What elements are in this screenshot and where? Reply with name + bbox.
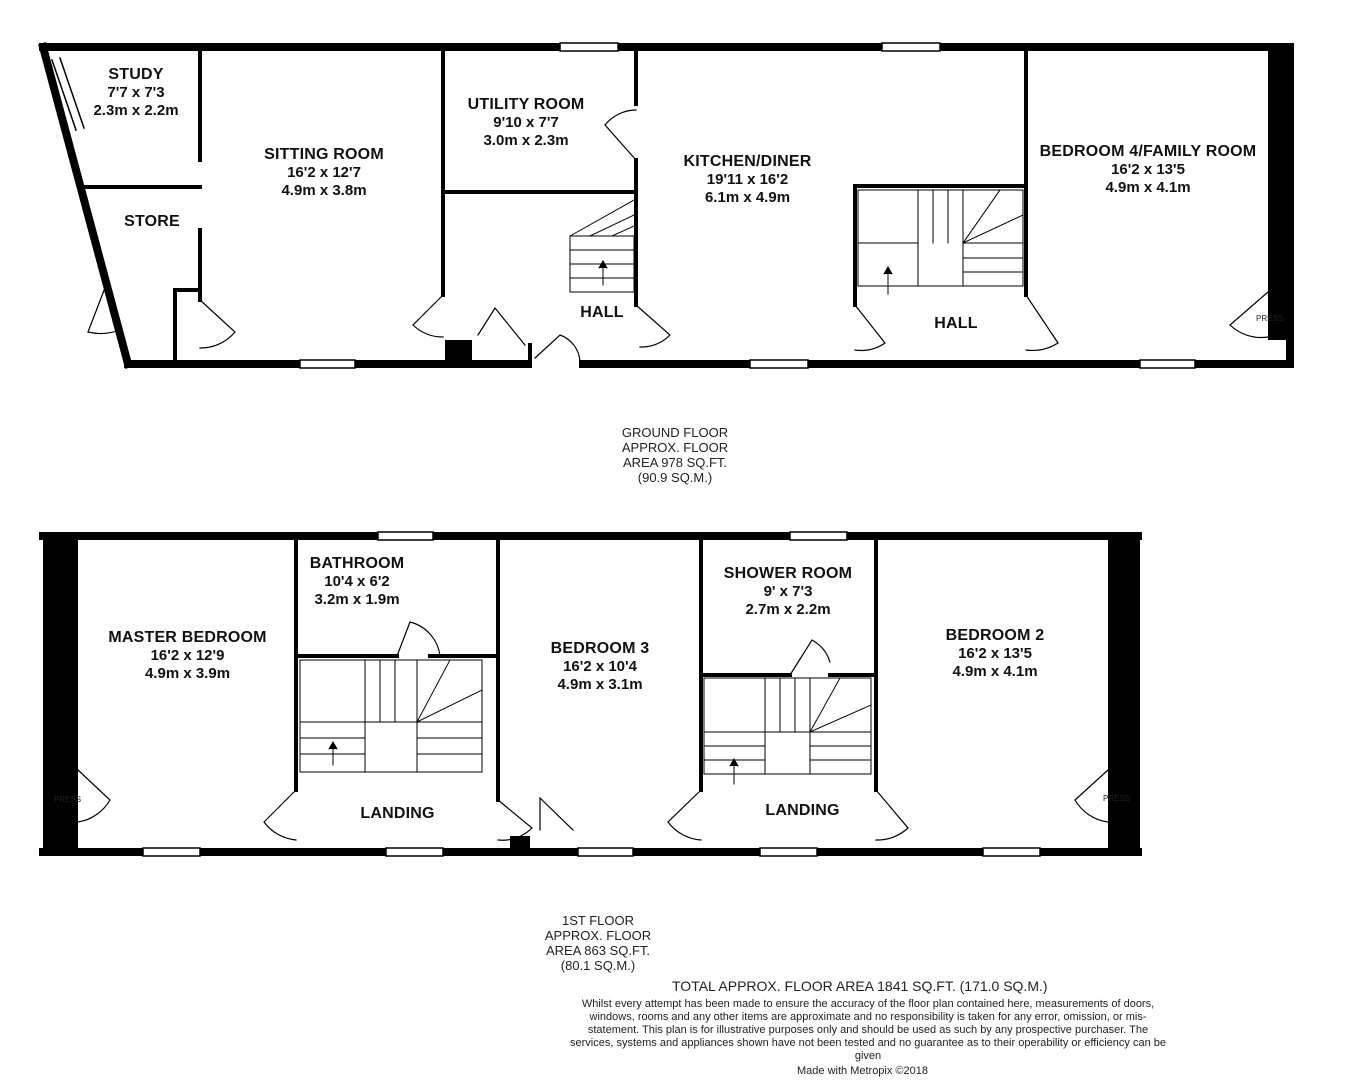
- floor-area-sqm: (90.9 SQ.M.): [637, 470, 713, 485]
- room-dims-metric: 3.2m x 1.9m: [314, 591, 400, 608]
- ground-floor-info: [595, 425, 755, 485]
- room-name: SHOWER ROOM: [723, 565, 853, 582]
- room-name: SITTING ROOM: [264, 146, 384, 163]
- room-dims-metric: 6.1m x 4.9m: [704, 189, 791, 206]
- disclaimer-text: Whilst every attempt has been made to ensure the accuracy of the floor plan contained here, measurements of doors, windows, rooms and any other items are approximate and no responsibility is taken for any error, omission, or mis-statement. This plan is for illustrative purposes only and should be used as such by any prospective purchaser. The services, systems and appliances shown have not been tested and no guarantee as to their operability or efficiency can be given: [570, 998, 1166, 1062]
- floor-area-sqft: AREA 863 SQ.FT.: [545, 943, 651, 958]
- room-name: BATHROOM: [309, 555, 405, 572]
- room-name: BEDROOM 4/FAMILY ROOM: [1039, 143, 1257, 160]
- room-name: LANDING: [765, 802, 840, 819]
- room-name: KITCHEN/DINER: [683, 153, 812, 170]
- first-floor-walls: [43, 536, 1138, 852]
- first-floor-info: [518, 913, 678, 973]
- room-name: BEDROOM 2: [945, 627, 1045, 644]
- room-dims-metric: 4.9m x 3.1m: [557, 676, 643, 693]
- room-master-bedroom: [90, 629, 285, 683]
- room-dims-imperial: 9' x 7'3: [763, 583, 813, 600]
- room-bathroom: [296, 555, 418, 609]
- room-dims-imperial: 16'2 x 12'9: [150, 647, 225, 664]
- room-dims-metric: 3.0m x 2.3m: [483, 132, 569, 149]
- room-study: [76, 66, 196, 120]
- room-name: STORE: [124, 213, 180, 230]
- room-dims-imperial: 16'2 x 10'4: [563, 658, 637, 675]
- room-landing: [350, 805, 445, 823]
- room-bedroom-2: [915, 627, 1075, 681]
- room-dims-metric: 4.9m x 4.1m: [1105, 179, 1191, 196]
- room-shower-room: [708, 565, 868, 619]
- room-hall-2: [920, 315, 992, 333]
- room-dims-imperial: 9'10 x 7'7: [493, 114, 559, 131]
- room-dims-imperial: 19'11 x 16'2: [706, 171, 789, 188]
- room-name: MASTER BEDROOM: [108, 629, 267, 646]
- floor-area-sqm: (80.1 SQ.M.): [560, 958, 636, 973]
- floor-area-line: APPROX. FLOOR: [621, 440, 729, 455]
- room-dims-imperial: 16'2 x 12'7: [287, 164, 361, 181]
- room-dims-imperial: 16'2 x 13'5: [1111, 161, 1185, 178]
- first-floor-stairs-2: [704, 678, 871, 784]
- press-label-right: PRESS: [1103, 794, 1131, 803]
- room-bedroom-4-family-room: [1032, 143, 1264, 197]
- press-label: PRESS: [1256, 314, 1284, 323]
- ground-floor-stairs-2: [858, 190, 1023, 294]
- room-dims-imperial: 16'2 x 13'5: [958, 645, 1032, 662]
- floor-area-sqft: AREA 978 SQ.FT.: [622, 455, 728, 470]
- room-name: STUDY: [108, 66, 164, 83]
- room-dims-imperial: 10'4 x 6'2: [324, 573, 390, 590]
- press-label-left: PRESS: [54, 795, 82, 804]
- floor-name: 1ST FLOOR: [561, 913, 634, 928]
- room-sitting-room: [234, 146, 414, 200]
- room-dims-metric: 4.9m x 3.9m: [144, 665, 231, 682]
- room-name: BEDROOM 3: [550, 640, 650, 657]
- floor-area-line: APPROX. FLOOR: [544, 928, 652, 943]
- room-store: [102, 213, 202, 231]
- room-dims-metric: 2.3m x 2.2m: [93, 102, 179, 119]
- room-name: HALL: [934, 315, 978, 332]
- room-name: UTILITY ROOM: [467, 96, 585, 113]
- floor-name: GROUND FLOOR: [621, 425, 729, 440]
- room-bedroom-3: [520, 640, 680, 694]
- room-hall: [566, 304, 638, 322]
- room-landing-2: [755, 802, 850, 820]
- room-name: LANDING: [360, 805, 435, 822]
- room-utility-room: [446, 96, 606, 150]
- first-floor-windows: [143, 532, 1040, 856]
- room-dims-metric: 4.9m x 3.8m: [281, 182, 367, 199]
- first-floor-stairs-1: [300, 660, 482, 772]
- room-kitchen-diner: [660, 153, 835, 207]
- room-name: HALL: [580, 304, 624, 321]
- room-dims-metric: 2.7m x 2.2m: [745, 601, 831, 618]
- credit-text: Made with Metropix ©2018: [797, 1065, 929, 1077]
- total-floor-area: TOTAL APPROX. FLOOR AREA 1841 SQ.FT. (171.0 SQ.M.): [672, 978, 1048, 994]
- ground-floor-stairs-1: [570, 200, 634, 292]
- room-dims-imperial: 7'7 x 7'3: [107, 84, 165, 101]
- room-dims-metric: 4.9m x 4.1m: [952, 663, 1038, 680]
